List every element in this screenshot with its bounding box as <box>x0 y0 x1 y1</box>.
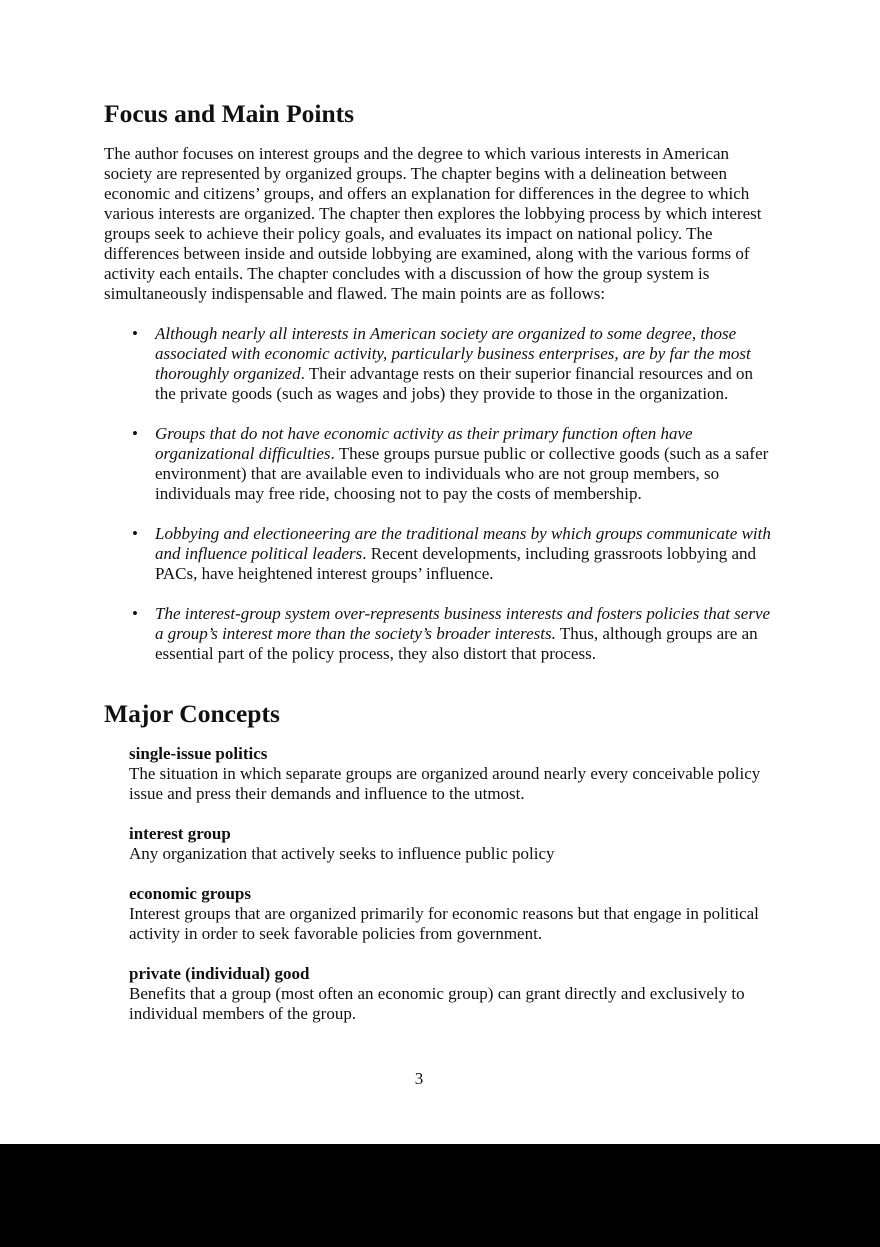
main-point-body: . Recent developments, including grassroots lobbying and PACs, have heightened interest groups’ influence. <box>155 544 757 583</box>
main-points-list <box>104 324 776 664</box>
main-point-item <box>104 324 776 404</box>
concept-term: single-issue politics <box>129 744 268 763</box>
concept-definition: Interest groups that are organized primarily for economic reasons but that engage in political activity in order to seek favorable policies from government. <box>129 904 759 943</box>
main-point-body: . These groups pursue public or collective goods (such as a safer environment) that are available even to individuals who are not group members, so individuals may free ride, choosing not to pay the costs of membership. <box>155 444 769 503</box>
main-point-emphasis: Groups that do not have economic activity as their primary function often have organizational difficulties <box>155 424 693 463</box>
concept-definition: Benefits that a group (most often an economic group) can grant directly and exclusively to individual members of the group. <box>129 984 745 1023</box>
focus-heading: Focus and Main Points <box>104 99 355 128</box>
page-content <box>104 99 776 1044</box>
bullet-icon: • <box>132 604 138 623</box>
concept-entry <box>104 964 776 1024</box>
concept-term: private (individual) good <box>129 964 310 983</box>
main-point-item <box>104 604 776 664</box>
concept-entry <box>104 744 776 804</box>
bullet-icon: • <box>132 424 138 443</box>
main-point-emphasis: Although nearly all interests in American society are organized to some degree, those associated with economic activity, particularly business enterprises, are by far the most thoroughly organized <box>155 324 751 383</box>
main-point-body: . Their advantage rests on their superior financial resources and on the private goods (such as wages and jobs) they provide to those in the organization. <box>155 364 753 403</box>
main-point-item <box>104 424 776 504</box>
main-point-body: Thus, although groups are an essential part of the policy process, they also distort that process. <box>155 624 758 663</box>
main-point-emphasis: The interest-group system over-represents business interests and fosters policies that serve a group’s interest more than the society’s broader interests. <box>155 604 771 643</box>
concept-definition: The situation in which separate groups are organized around nearly every conceivable policy issue and press their demands and influence to the utmost. <box>129 764 761 803</box>
main-point-text <box>155 424 768 503</box>
bullet-icon: • <box>132 324 138 343</box>
concept-entry <box>104 884 776 944</box>
focus-intro-paragraph: The author focuses on interest groups and the degree to which various interests in American society are represented by organized groups. The chapter begins with a delineation between economic and citizens’ groups, and offers an explanation for differences in the degree to which various interests are organized. The chapter then explores the lobbying process by which interest groups seek to achieve their policy goals, and evaluates its impact on national policy. The differences between inside and outside lobbying are examined, along with the various forms of activity each entails. The chapter concludes with a discussion of how the group system is simultaneously indispensable and flawed. The main points are as follows: <box>104 144 762 303</box>
main-point-item <box>104 524 776 584</box>
main-point-text <box>155 524 771 583</box>
main-point-emphasis: Lobbying and electioneering are the traditional means by which groups communicate with and influence political leaders <box>155 524 771 563</box>
concept-entry <box>104 824 776 864</box>
bullet-icon: • <box>132 524 138 543</box>
concept-term: interest group <box>129 824 231 843</box>
concept-definition: Any organization that actively seeks to influence public policy <box>129 844 555 863</box>
page-number: 3 <box>414 1069 424 1088</box>
concepts-heading: Major Concepts <box>104 699 280 728</box>
concept-term: economic groups <box>129 884 251 903</box>
main-point-text <box>155 604 770 663</box>
main-point-text <box>155 324 753 403</box>
spacer <box>104 304 776 324</box>
